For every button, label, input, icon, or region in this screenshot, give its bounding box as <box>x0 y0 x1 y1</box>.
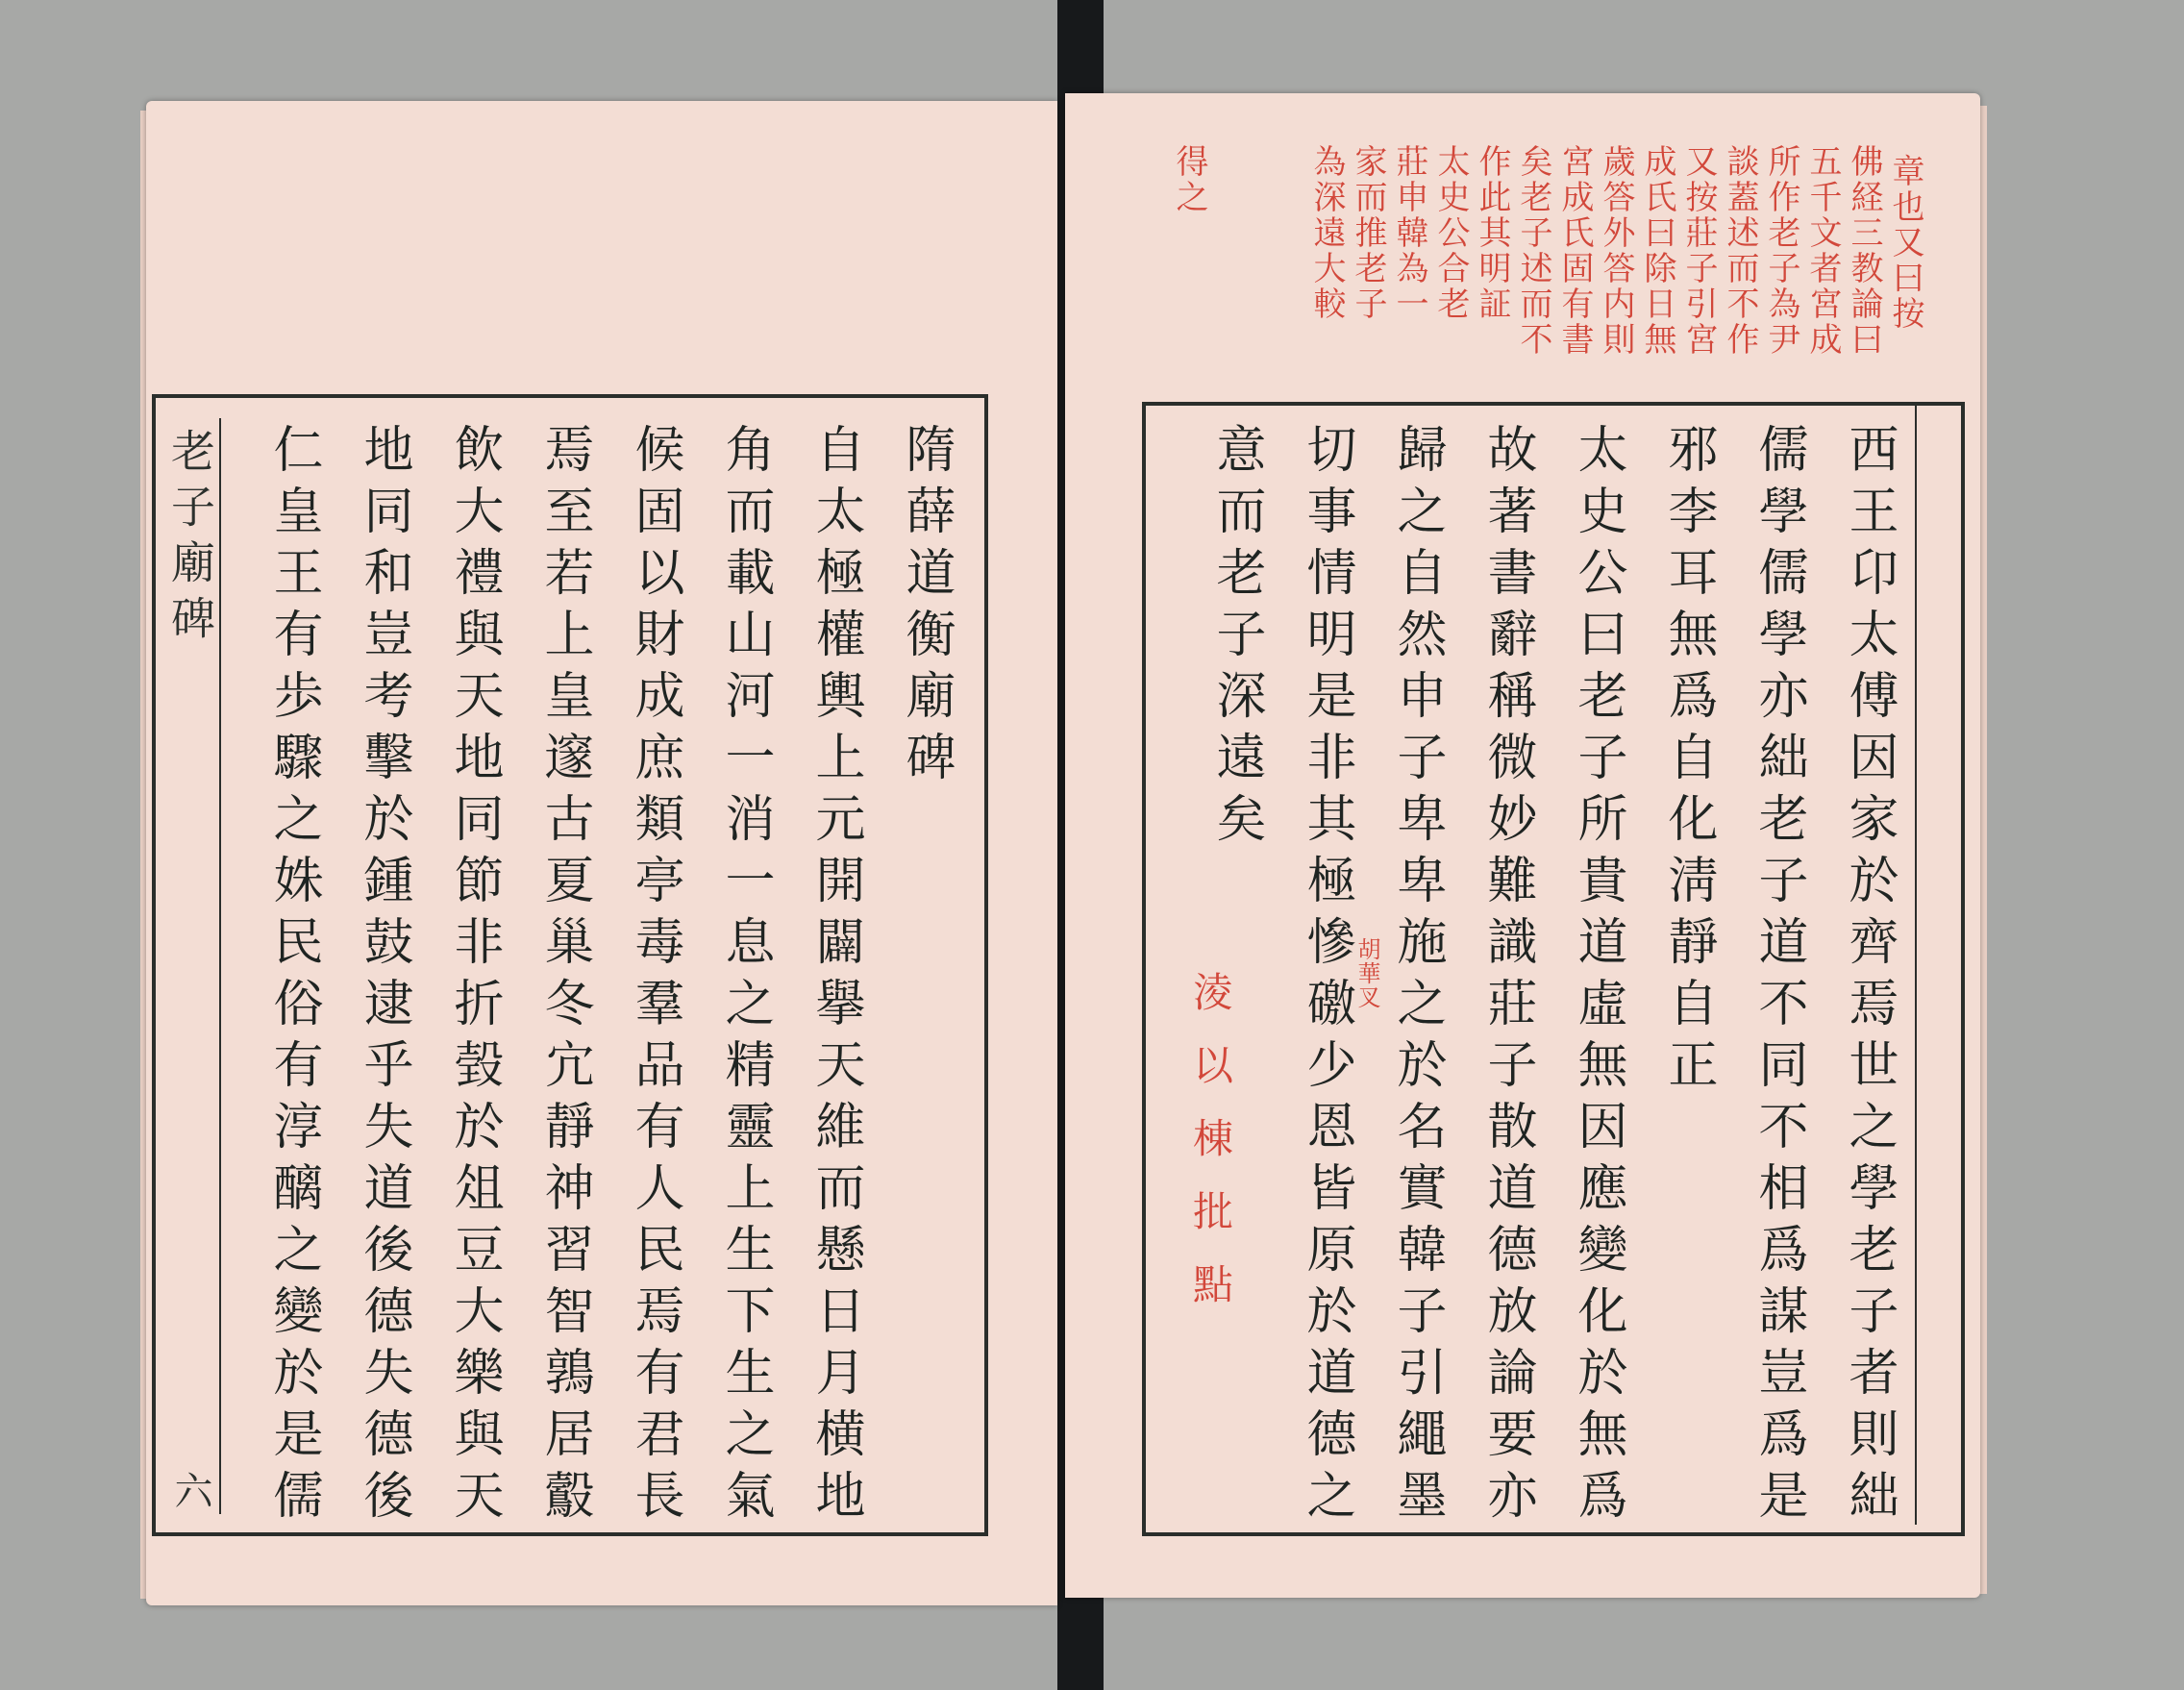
red-note-3: 五千文者宮成 <box>1803 144 1842 358</box>
commentator-signature: 淩以棟批點 <box>1187 971 1234 1336</box>
left-column-5: 焉至若上皇邃古夏巢冬宂靜神習智鶉居鷇 <box>535 423 593 1530</box>
right-column-3: 邪李耳無爲自化淸靜自正 <box>1659 423 1717 1100</box>
red-note-10: 矣老子述而不 <box>1514 144 1552 358</box>
red-note-1: 章也又曰按 <box>1886 154 1924 332</box>
red-note-16: 得之 <box>1170 144 1208 215</box>
red-note-15: 為深遠大較 <box>1307 144 1346 322</box>
red-note-9: 宮成氏固有書 <box>1555 144 1594 358</box>
left-column-4: 候固以財成庶類亭毒羣品有人民焉有君長 <box>626 423 683 1530</box>
folio-number: 六 <box>168 1471 212 1521</box>
right-column-5: 故著書辭稱微妙難識莊子散道德放論要亦 <box>1478 423 1536 1530</box>
left-column-7: 地同和豈考擊於鍾鼓逮乎失道後德失德後 <box>355 423 412 1530</box>
red-note-4: 所作老子為尹 <box>1762 144 1800 358</box>
red-note-14: 家而推老子 <box>1349 144 1387 322</box>
red-note-11: 作此其明証 <box>1473 144 1511 322</box>
red-note-2: 佛経三教論曰 <box>1845 144 1883 358</box>
red-note-12: 太史公合老 <box>1431 144 1470 322</box>
red-note-8: 歲答外答内則 <box>1597 144 1635 358</box>
left-column-6: 飲大禮與天地同節非折㲄於俎豆大樂與天 <box>445 423 503 1530</box>
right-column-6: 歸之自然申子卑卑施之於名實韓子引繩墨 <box>1388 423 1446 1530</box>
red-note-5: 談蓋述而不作 <box>1721 144 1759 358</box>
right-column-8: 意而老子深遠矣 <box>1207 423 1265 854</box>
right-column-7: 切事情明是非其極慘礉少恩皆原於道德之 <box>1298 423 1355 1530</box>
left-column-1: 隋薛道衡廟碑 <box>897 423 955 792</box>
red-margin-note: 胡華叉 <box>1353 937 1380 1009</box>
right-column-2: 儒學儒學亦絀老子道不同不相爲謀豈爲是 <box>1750 423 1807 1530</box>
red-note-13: 莊申韓為一 <box>1390 144 1428 322</box>
right-frame-inner-rule <box>1915 406 1917 1525</box>
left-column-8: 仁皇王有歩驟之姝民俗有淳醨之變於是儒 <box>264 423 322 1530</box>
right-column-4: 太史公曰老子所貴道虛無因應變化於無爲 <box>1569 423 1626 1530</box>
red-note-6: 又按莊子引宮 <box>1679 144 1718 358</box>
left-column-2: 自太極權輿上元開闢擧天維而懸日月横地 <box>807 423 864 1530</box>
left-column-3: 角而載山河一消一息之精靈上生下生之氣 <box>716 423 774 1530</box>
red-note-7: 成氏曰除日無 <box>1638 144 1676 358</box>
right-column-1: 西王卬太傅因家於齊焉世之學老子者則絀 <box>1840 423 1898 1530</box>
running-title: 老子廟碑 <box>164 428 216 651</box>
